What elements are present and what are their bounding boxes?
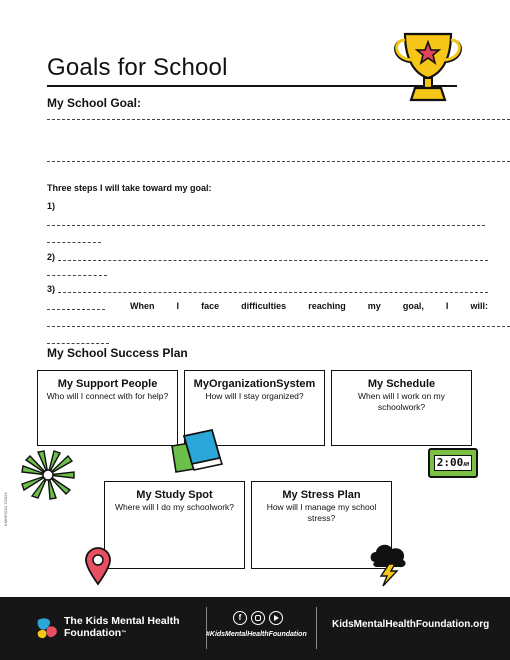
page-title: Goals for School [47,54,228,81]
footer [0,597,510,660]
difficulties-word: I [445,301,449,311]
difficulties-line-a[interactable] [47,326,510,327]
difficulties-word: difficulties [241,301,287,311]
step-2-line-a[interactable] [58,260,488,261]
hashtag: #KidsMentalHealthFoundation [206,631,307,638]
website-link[interactable]: KidsMentalHealthFoundation.org [332,619,490,630]
step-2-label: 2) [47,252,56,262]
difficulties-word: I [176,301,180,311]
box-title: My Stress Plan [282,489,361,501]
step-2-line-b[interactable] [47,275,107,276]
box-prompt: Who will I connect with for help? [46,391,169,401]
step-1-label: 1) [47,201,56,211]
foundation-logo-icon [34,614,60,640]
goal-line-1[interactable] [47,119,510,120]
difficulties-word: goal, [402,301,424,311]
clock-icon [428,448,478,478]
steps-heading: Three steps I will take toward my goal: [47,183,212,193]
step-3-line-a[interactable] [58,292,488,293]
books-icon [168,428,228,478]
step-1-line-a[interactable] [47,225,485,226]
box-title: MyOrganizationSystem [193,378,316,390]
goal-heading: My School Goal: [47,96,142,110]
document-code: KMHF0231 7/2024 [3,492,8,526]
step-3-label: 3) [47,284,56,294]
box-prompt: Where will I do my schoolwork? [114,502,235,512]
pompom-icon [20,450,76,500]
difficulties-word: When [130,301,155,311]
clock-time: 2:00 [436,456,464,469]
difficulties-line-b[interactable] [47,343,109,344]
org-name-line-2: Foundation [64,627,122,639]
clock-am: AM [463,462,470,468]
step-3-line-b[interactable] [47,309,105,310]
box-title: My Support People [57,378,158,390]
goal-line-2[interactable] [47,161,510,162]
difficulties-prompt [130,301,488,311]
location-pin-icon [84,546,112,586]
youtube-icon[interactable] [269,611,283,625]
org-name-line-1: The Kids Mental Health [64,615,180,627]
difficulties-word: will: [470,301,488,311]
clock-display [434,455,472,471]
storm-cloud-icon [367,540,411,588]
footer-divider-1 [206,607,207,649]
step-1-line-b[interactable] [47,242,101,243]
box-prompt: How will I stay organized? [205,391,304,401]
box-title: My Study Spot [136,489,213,501]
footer-divider-2 [316,607,317,649]
org-name [64,615,180,639]
box-prompt: When will I work on my schoolwork? [358,391,445,412]
schedule-box[interactable] [331,370,472,446]
trophy-icon [385,20,471,106]
facebook-icon[interactable]: f [233,611,247,625]
social-icons [233,611,283,625]
trademark: ™ [121,630,127,636]
difficulties-word: my [367,301,381,311]
box-prompt: How will I manage my school stress? [266,502,377,523]
study-spot-box[interactable] [104,481,245,569]
plan-heading: My School Success Plan [47,346,188,360]
support-people-box[interactable] [37,370,178,446]
box-title: My Schedule [367,378,436,390]
instagram-icon[interactable] [251,611,265,625]
difficulties-word: reaching [308,301,346,311]
difficulties-word: face [201,301,220,311]
